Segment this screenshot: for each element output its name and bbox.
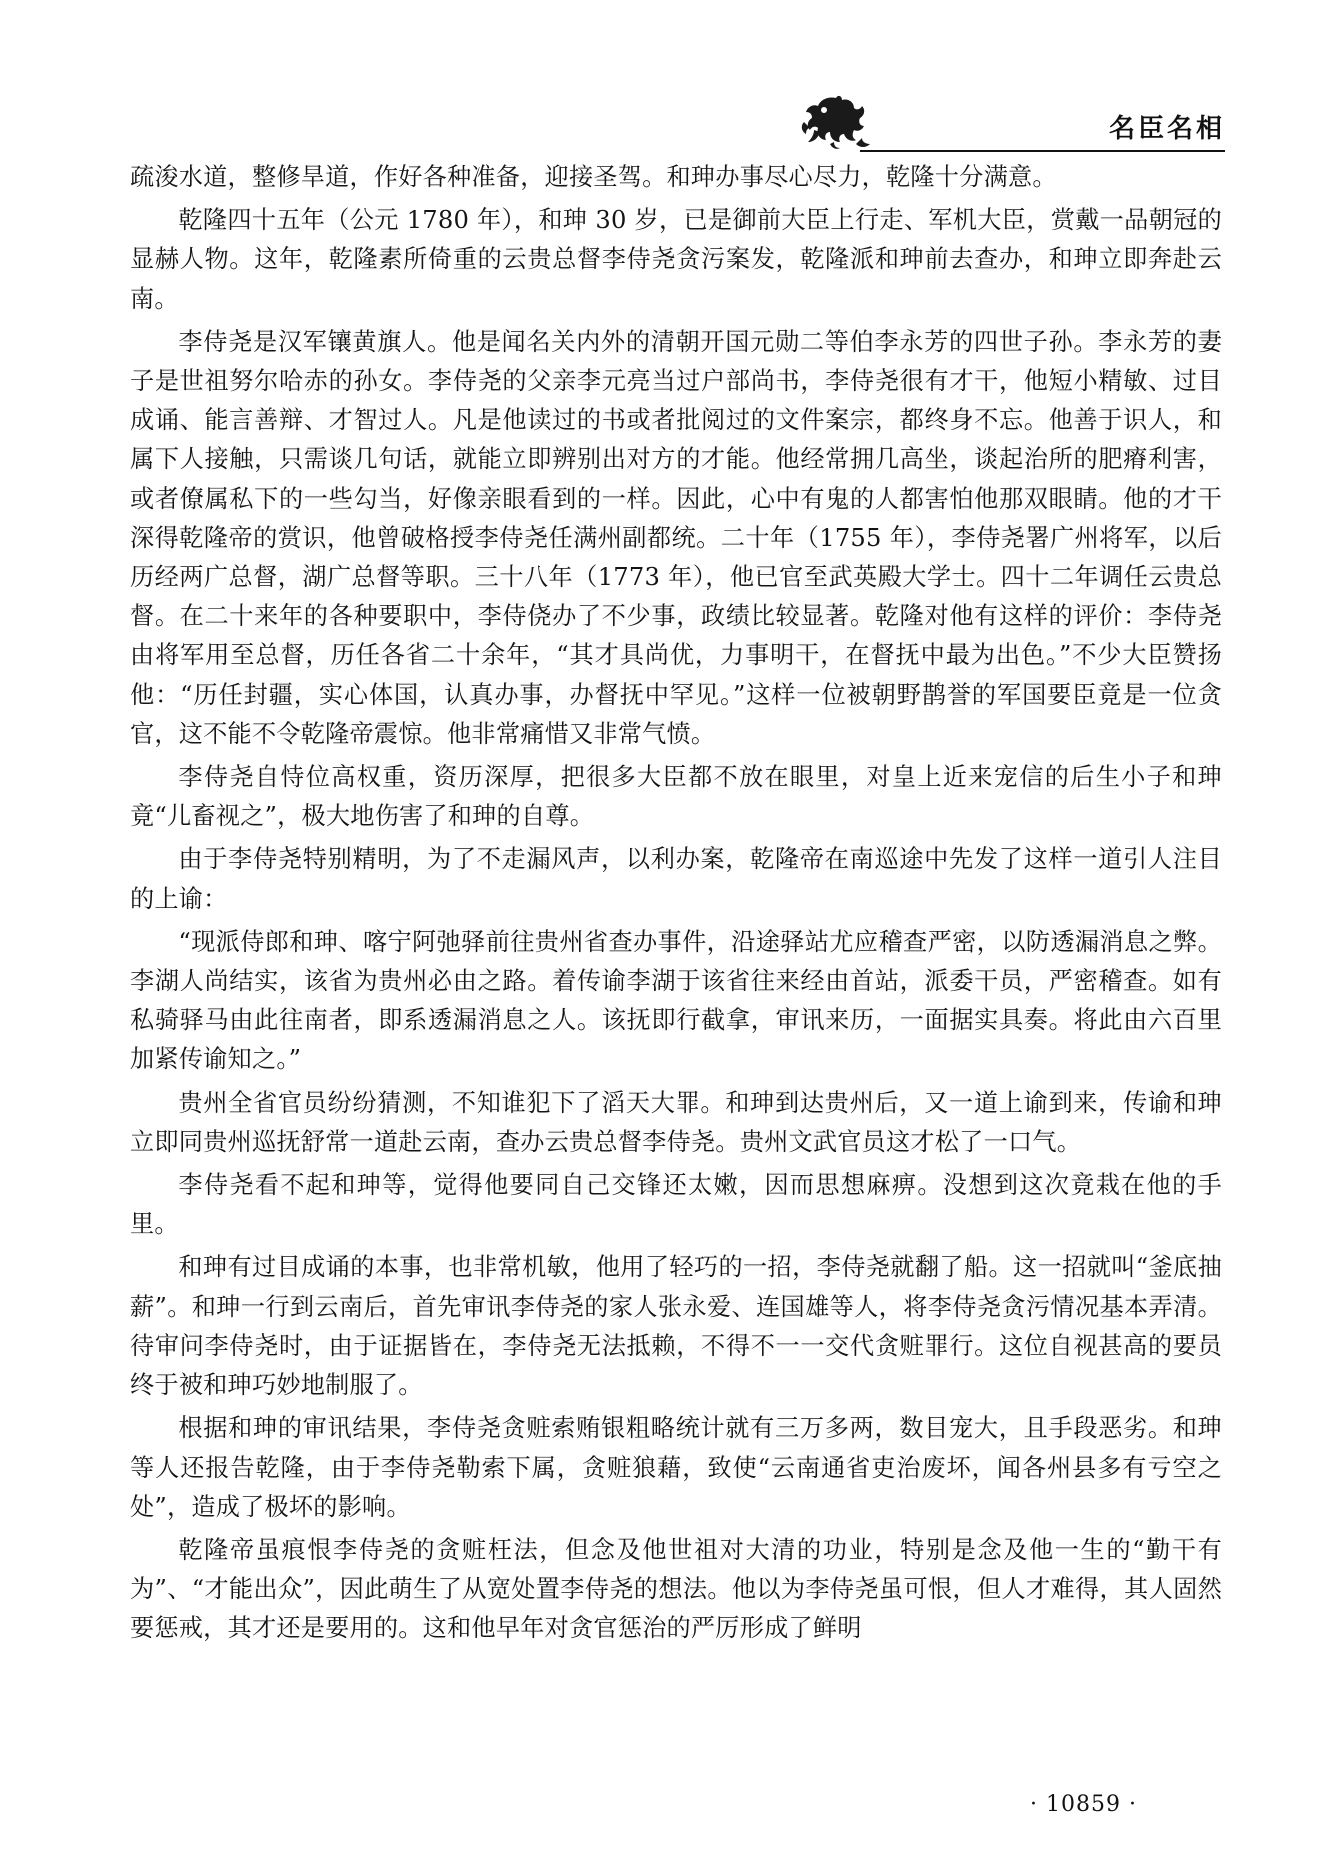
body-text xyxy=(130,158,1222,1653)
header-rule xyxy=(860,150,1225,152)
paragraph: 根据和珅的审讯结果，李侍尧贪赃索贿银粗略统计就有三万多两，数目宠大，且手段恶劣。和珅等人还报告乾隆，由于李侍尧勒索下属，贪赃狼藉，致使“云南通省吏治废坏，闻各州县多有亏空之处”，造成了极坏的影响。 xyxy=(130,1414,1222,1521)
page-number: · 10859 · xyxy=(1030,1792,1137,1817)
dragon-icon xyxy=(800,92,872,152)
paragraph: 贵州全省官员纷纷猜测，不知谁犯下了滔天大罪。和珅到达贵州后，又一道上谕到来，传谕和珅立即同贵州巡抚舒常一道赴云南，查办云贵总督李侍尧。贵州文武官员这才松了一口气。 xyxy=(130,1088,1222,1156)
paragraph: 乾隆四十五年（公元 1780 年），和珅 30 岁，已是御前大臣上行走、军机大臣，赏戴一品朝冠的显赫人物。这年，乾隆素所倚重的云贵总督李侍尧贪污案发，乾隆派和珅前去查办，和珅立即奔赴云南。 xyxy=(130,206,1222,313)
running-header xyxy=(800,92,1225,154)
paragraph: “现派侍郎和珅、喀宁阿弛驿前往贵州省查办事件，沿途驿站尤应稽查严密，以防透漏消息之弊。李湖人尚结实，该省为贵州必由之路。着传谕李湖于该省往来经由首站，派委干员，严密稽查。如有私骑驿马由此往南者，即系透漏消息之人。该抚即行截拿，审讯来历，一面据实具奏。将此由六百里加紧传谕知之。” xyxy=(130,927,1222,1074)
paragraph: 由于李侍尧特别精明，为了不走漏风声，以利办案，乾隆帝在南巡途中先发了这样一道引人注目的上谕： xyxy=(130,845,1222,913)
paragraph: 乾隆帝虽痕恨李侍尧的贪赃枉法，但念及他世祖对大清的功业，特别是念及他一生的“勤干有为”、“才能出众”，因此萌生了从宽处置李侍尧的想法。他以为李侍尧虽可恨，但人才难得，其人固然要惩戒，其才还是要用的。这和他早年对贪官惩治的严厉形成了鲜明 xyxy=(130,1535,1222,1643)
paragraph: 李侍尧自恃位高权重，资历深厚，把很多大臣都不放在眼里，对皇上近来宠信的后生小子和珅竟“儿畜视之”，极大地伤害了和珅的自尊。 xyxy=(130,763,1222,831)
paragraph: 李侍尧看不起和珅等，觉得他要同自己交锋还太嫩，因而思想麻痹。没想到这次竟栽在他的手里。 xyxy=(130,1171,1222,1239)
header-title: 名臣名相 xyxy=(1108,114,1225,144)
paragraph: 和珅有过目成诵的本事，也非常机敏，他用了轻巧的一招，李侍尧就翻了船。这一招就叫“釜底抽薪”。和珅一行到云南后，首先审讯李侍尧的家人张永爱、连国雄等人，将李侍尧贪污情况基本弄清。待审问李侍尧时，由于证据皆在，李侍尧无法抵赖，不得不一一交代贪赃罪行。这位自视甚高的要员终于被和珅巧妙地制服了。 xyxy=(130,1253,1222,1400)
paragraph: 李侍尧是汉军镶黄旗人。他是闻名关内外的清朝开国元勋二等伯李永芳的四世子孙。李永芳的妻子是世祖努尔哈赤的孙女。李侍尧的父亲李元亮当过户部尚书，李侍尧很有才干，他短小精敏、过目成诵、能言善辩、才智过人。凡是他读过的书或者批阅过的文件案宗，都终身不忘。他善于识人，和属下人接触，只需谈几句话，就能立即辨别出对方的才能。他经常拥几高坐，谈起治所的肥瘠利害，或者僚属私下的一些勾当，好像亲眼看到的一样。因此，心中有鬼的人都害怕他那双眼睛。他的才干深得乾隆帝的赏识，他曾破格授李侍尧任满州副都统。二十年（1755 年），李侍尧署广州将军，以后历经两广总督，湖广总督等职。三十八年（1773 年），他已官至武英殿大学士。四十二年调任云贵总督。在二十来年的各种要职中，李侍侥办了不少事，政绩比较显著。乾隆对他有这样的评价：李侍尧由将军用至总督，历任各省二十余年，“其才具尚优，力事明干，在督抚中最为出色。”不少大臣赞扬他：“历任封疆，实心体国，认真办事，办督抚中罕见。”这样一位被朝野鹊誉的军国要臣竟是一位贪官，这不能不令乾隆帝震惊。他非常痛惜又非常气愤。 xyxy=(130,327,1222,748)
paragraph: 疏浚水道，整修旱道，作好各种准备，迎接圣驾。和珅办事尽心尽力，乾隆十分满意。 xyxy=(130,163,1057,191)
